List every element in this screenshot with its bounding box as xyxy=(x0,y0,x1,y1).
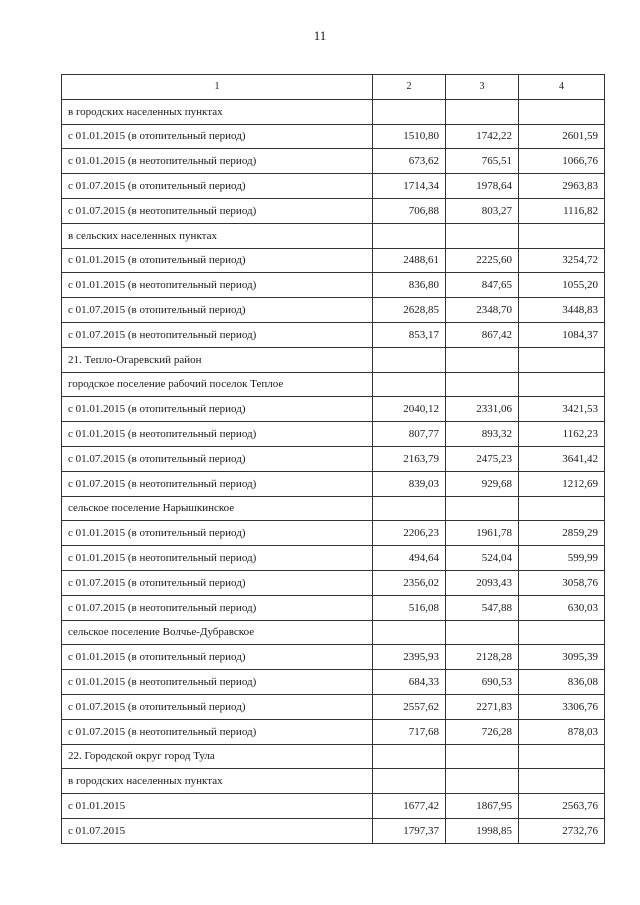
value-cell-col-2: 2040,12 xyxy=(373,397,446,422)
value-cell-col-3 xyxy=(446,223,519,248)
row-label-cell: с 01.01.2015 (в неотопительный период) xyxy=(62,422,373,447)
value-cell-col-2: 706,88 xyxy=(373,198,446,223)
table-row xyxy=(62,372,605,397)
value-cell-col-3: 1961,78 xyxy=(446,521,519,546)
row-label-cell: с 01.07.2015 (в неотопительный период) xyxy=(62,719,373,744)
value-cell-col-3 xyxy=(446,769,519,794)
value-cell-col-4: 1066,76 xyxy=(519,149,605,174)
table-row xyxy=(62,198,605,223)
value-cell-col-3 xyxy=(446,372,519,397)
value-cell-col-4 xyxy=(519,223,605,248)
value-cell-col-2: 2628,85 xyxy=(373,298,446,323)
value-cell-col-4: 878,03 xyxy=(519,719,605,744)
value-cell-col-4 xyxy=(519,620,605,645)
value-cell-col-2 xyxy=(373,769,446,794)
value-cell-col-4: 836,08 xyxy=(519,670,605,695)
table-header-row xyxy=(62,75,605,100)
value-cell-col-3: 2128,28 xyxy=(446,645,519,670)
value-cell-col-4: 2601,59 xyxy=(519,124,605,149)
value-cell-col-2 xyxy=(373,620,446,645)
column-header-2: 2 xyxy=(373,75,446,100)
table-row xyxy=(62,719,605,744)
value-cell-col-3: 1867,95 xyxy=(446,794,519,819)
value-cell-col-4: 3448,83 xyxy=(519,298,605,323)
value-cell-col-4: 1055,20 xyxy=(519,273,605,298)
value-cell-col-4: 630,03 xyxy=(519,595,605,620)
table-row xyxy=(62,645,605,670)
value-cell-col-2: 2356,02 xyxy=(373,570,446,595)
row-label-cell: с 01.07.2015 xyxy=(62,818,373,843)
row-label-cell: с 01.01.2015 (в отопительный период) xyxy=(62,397,373,422)
value-cell-col-3: 726,28 xyxy=(446,719,519,744)
value-cell-col-4: 3421,53 xyxy=(519,397,605,422)
table-row xyxy=(62,546,605,571)
value-cell-col-2 xyxy=(373,496,446,521)
table-row xyxy=(62,620,605,645)
row-label-cell: с 01.01.2015 (в отопительный период) xyxy=(62,521,373,546)
table-row xyxy=(62,471,605,496)
value-cell-col-3: 803,27 xyxy=(446,198,519,223)
table-row xyxy=(62,570,605,595)
row-label-cell: с 01.07.2015 (в отопительный период) xyxy=(62,298,373,323)
row-label-cell: с 01.01.2015 (в неотопительный период) xyxy=(62,149,373,174)
value-cell-col-4: 2563,76 xyxy=(519,794,605,819)
value-cell-col-4 xyxy=(519,744,605,769)
value-cell-col-4: 2732,76 xyxy=(519,818,605,843)
value-cell-col-4: 1212,69 xyxy=(519,471,605,496)
value-cell-col-2: 2557,62 xyxy=(373,694,446,719)
table-body xyxy=(62,99,605,843)
table-row xyxy=(62,322,605,347)
table-row xyxy=(62,248,605,273)
row-label-cell: с 01.01.2015 (в отопительный период) xyxy=(62,645,373,670)
column-header-1: 1 xyxy=(62,75,373,100)
row-label-cell: с 01.07.2015 (в отопительный период) xyxy=(62,570,373,595)
value-cell-col-2: 2206,23 xyxy=(373,521,446,546)
value-cell-col-2: 2163,79 xyxy=(373,446,446,471)
value-cell-col-4 xyxy=(519,769,605,794)
row-label-cell: 22. Городской округ город Тула xyxy=(62,744,373,769)
table-row xyxy=(62,298,605,323)
table-row xyxy=(62,149,605,174)
tariff-table xyxy=(61,74,605,844)
value-cell-col-2: 684,33 xyxy=(373,670,446,695)
page-number: 11 xyxy=(313,28,327,43)
table-row xyxy=(62,496,605,521)
value-cell-col-2: 807,77 xyxy=(373,422,446,447)
value-cell-col-4: 3641,42 xyxy=(519,446,605,471)
value-cell-col-2 xyxy=(373,99,446,124)
row-label-cell: городское поселение рабочий поселок Теплое xyxy=(62,372,373,397)
value-cell-col-4: 2859,29 xyxy=(519,521,605,546)
table-row xyxy=(62,99,605,124)
value-cell-col-4: 599,99 xyxy=(519,546,605,571)
value-cell-col-3: 2331,06 xyxy=(446,397,519,422)
value-cell-col-4: 3254,72 xyxy=(519,248,605,273)
value-cell-col-2: 1714,34 xyxy=(373,174,446,199)
value-cell-col-3: 524,04 xyxy=(446,546,519,571)
value-cell-col-2: 1677,42 xyxy=(373,794,446,819)
row-label-cell: с 01.07.2015 (в неотопительный период) xyxy=(62,322,373,347)
row-label-cell: с 01.01.2015 (в отопительный период) xyxy=(62,124,373,149)
row-label-cell: в городских населенных пунктах xyxy=(62,99,373,124)
row-label-cell: с 01.07.2015 (в неотопительный период) xyxy=(62,198,373,223)
value-cell-col-4 xyxy=(519,99,605,124)
value-cell-col-3: 2225,60 xyxy=(446,248,519,273)
table-row xyxy=(62,422,605,447)
value-cell-col-4 xyxy=(519,496,605,521)
value-cell-col-2 xyxy=(373,744,446,769)
value-cell-col-4 xyxy=(519,372,605,397)
table-row xyxy=(62,223,605,248)
value-cell-col-2: 2488,61 xyxy=(373,248,446,273)
row-label-cell: с 01.07.2015 (в неотопительный период) xyxy=(62,595,373,620)
value-cell-col-3: 2348,70 xyxy=(446,298,519,323)
value-cell-col-4: 1116,82 xyxy=(519,198,605,223)
value-cell-col-2: 836,80 xyxy=(373,273,446,298)
value-cell-col-3: 867,42 xyxy=(446,322,519,347)
value-cell-col-2: 673,62 xyxy=(373,149,446,174)
value-cell-col-4: 1162,23 xyxy=(519,422,605,447)
column-header-3: 3 xyxy=(446,75,519,100)
value-cell-col-3: 2475,23 xyxy=(446,446,519,471)
row-label-cell: в городских населенных пунктах xyxy=(62,769,373,794)
value-cell-col-3: 690,53 xyxy=(446,670,519,695)
value-cell-col-2: 853,17 xyxy=(373,322,446,347)
table-row xyxy=(62,769,605,794)
value-cell-col-3 xyxy=(446,99,519,124)
row-label-cell: в сельских населенных пунктах xyxy=(62,223,373,248)
value-cell-col-2: 1510,80 xyxy=(373,124,446,149)
value-cell-col-3: 2271,83 xyxy=(446,694,519,719)
value-cell-col-4: 3306,76 xyxy=(519,694,605,719)
value-cell-col-2: 516,08 xyxy=(373,595,446,620)
row-label-cell: с 01.01.2015 (в неотопительный период) xyxy=(62,670,373,695)
value-cell-col-3: 1998,85 xyxy=(446,818,519,843)
value-cell-col-4 xyxy=(519,347,605,372)
table-row xyxy=(62,124,605,149)
row-label-cell: с 01.01.2015 (в отопительный период) xyxy=(62,248,373,273)
value-cell-col-3 xyxy=(446,620,519,645)
table-row xyxy=(62,794,605,819)
table-row xyxy=(62,397,605,422)
value-cell-col-3 xyxy=(446,347,519,372)
table-row xyxy=(62,174,605,199)
row-label-cell: с 01.01.2015 xyxy=(62,794,373,819)
value-cell-col-3: 929,68 xyxy=(446,471,519,496)
value-cell-col-4: 1084,37 xyxy=(519,322,605,347)
row-label-cell: сельское поселение Волчье-Дубравское xyxy=(62,620,373,645)
value-cell-col-2: 1797,37 xyxy=(373,818,446,843)
row-label-cell: 21. Тепло-Огаревский район xyxy=(62,347,373,372)
table-row xyxy=(62,670,605,695)
value-cell-col-4: 3095,39 xyxy=(519,645,605,670)
value-cell-col-2 xyxy=(373,223,446,248)
value-cell-col-2: 494,64 xyxy=(373,546,446,571)
table-row xyxy=(62,347,605,372)
table-row xyxy=(62,273,605,298)
value-cell-col-3: 847,65 xyxy=(446,273,519,298)
table-row xyxy=(62,818,605,843)
value-cell-col-3: 1742,22 xyxy=(446,124,519,149)
table-row xyxy=(62,744,605,769)
row-label-cell: с 01.01.2015 (в неотопительный период) xyxy=(62,546,373,571)
table-row xyxy=(62,595,605,620)
table-row xyxy=(62,521,605,546)
value-cell-col-2: 2395,93 xyxy=(373,645,446,670)
row-label-cell: с 01.07.2015 (в отопительный период) xyxy=(62,174,373,199)
table-row xyxy=(62,694,605,719)
value-cell-col-3 xyxy=(446,496,519,521)
value-cell-col-3: 1978,64 xyxy=(446,174,519,199)
column-header-4: 4 xyxy=(519,75,605,100)
value-cell-col-3: 2093,43 xyxy=(446,570,519,595)
value-cell-col-2 xyxy=(373,347,446,372)
value-cell-col-3: 547,88 xyxy=(446,595,519,620)
value-cell-col-2: 717,68 xyxy=(373,719,446,744)
value-cell-col-3 xyxy=(446,744,519,769)
value-cell-col-4: 2963,83 xyxy=(519,174,605,199)
value-cell-col-3: 893,32 xyxy=(446,422,519,447)
value-cell-col-2 xyxy=(373,372,446,397)
table-row xyxy=(62,446,605,471)
value-cell-col-4: 3058,76 xyxy=(519,570,605,595)
value-cell-col-3: 765,51 xyxy=(446,149,519,174)
row-label-cell: с 01.01.2015 (в неотопительный период) xyxy=(62,273,373,298)
row-label-cell: сельское поселение Нарышкинское xyxy=(62,496,373,521)
row-label-cell: с 01.07.2015 (в отопительный период) xyxy=(62,694,373,719)
value-cell-col-2: 839,03 xyxy=(373,471,446,496)
row-label-cell: с 01.07.2015 (в неотопительный период) xyxy=(62,471,373,496)
row-label-cell: с 01.07.2015 (в отопительный период) xyxy=(62,446,373,471)
